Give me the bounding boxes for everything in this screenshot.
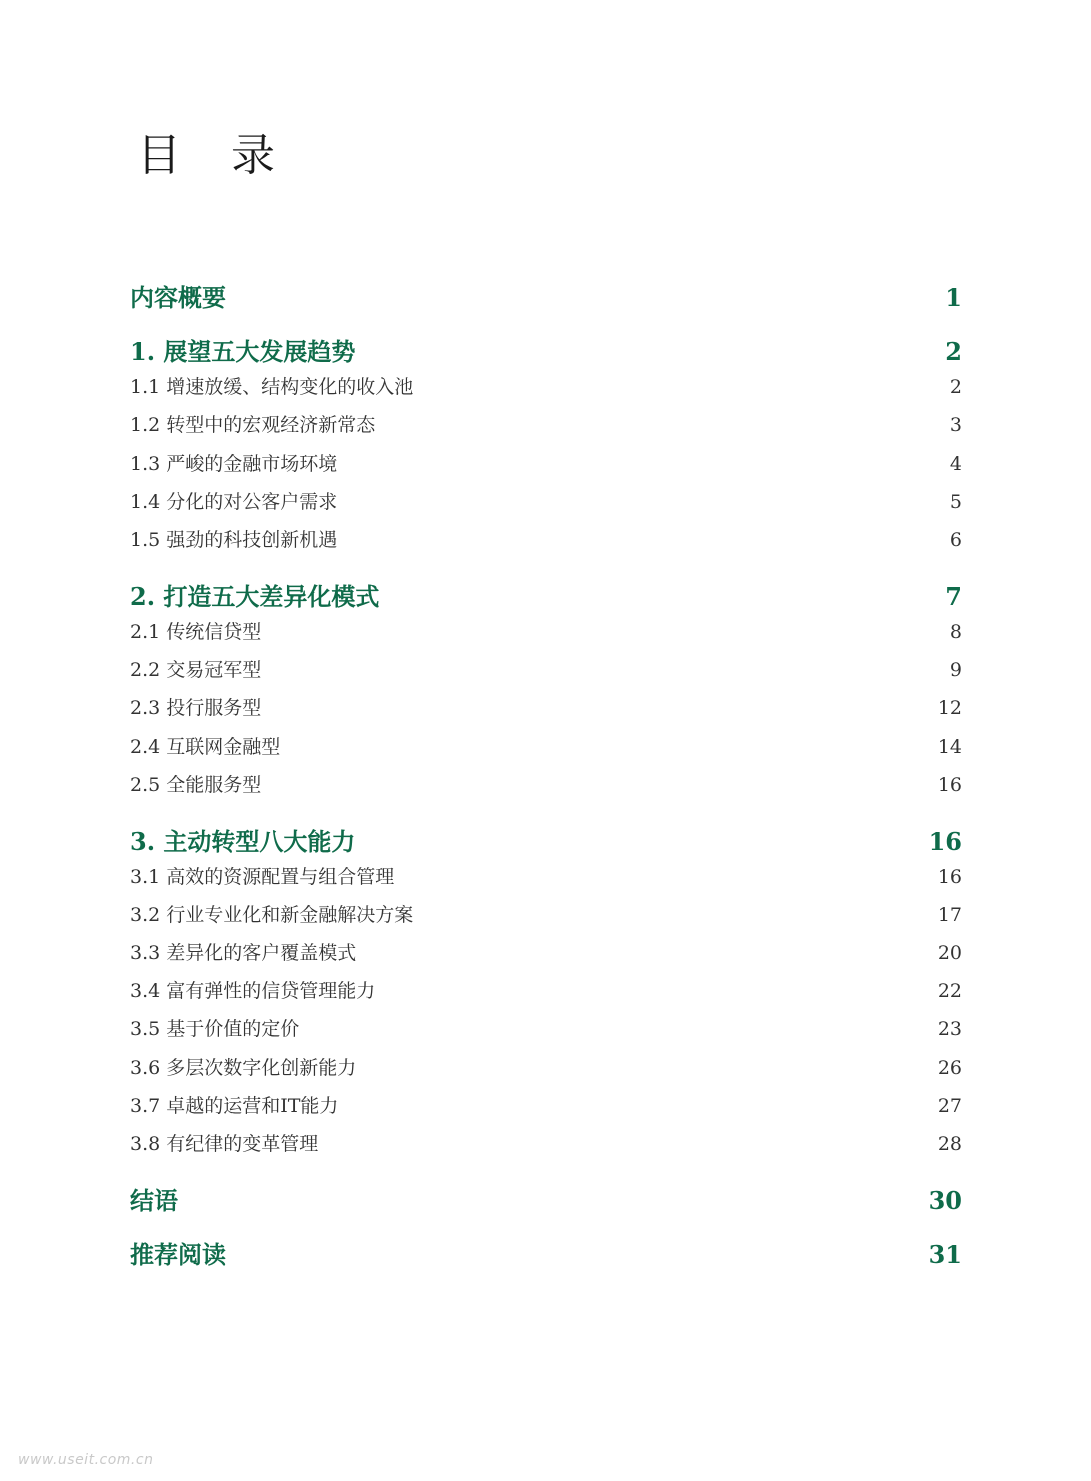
toc-entry-page: 28 (937, 1133, 962, 1155)
toc-entry[interactable] (130, 864, 962, 890)
toc-entry[interactable] (130, 657, 962, 683)
toc-entry-page: 27 (937, 1095, 962, 1117)
toc-entry-page: 8 (949, 621, 962, 643)
toc-entry-label: 2.4 互联网金融型 (130, 736, 281, 758)
toc-entry[interactable] (130, 695, 962, 721)
toc-entry-label: 2. 打造五大差异化模式 (130, 582, 380, 611)
toc-entry[interactable] (130, 337, 962, 367)
toc-entry-page: 30 (928, 1186, 962, 1215)
toc-entry[interactable] (130, 902, 962, 928)
toc-entry[interactable] (130, 1055, 962, 1081)
toc-entry-label: 3.5 基于价值的定价 (130, 1018, 300, 1040)
toc-entry-label: 推荐阅读 (130, 1240, 226, 1269)
toc-entry-label: 1.3 严峻的金融市场环境 (130, 453, 338, 475)
toc-entry[interactable] (130, 1186, 962, 1216)
toc-entry-page: 16 (928, 827, 962, 856)
toc-entry[interactable] (130, 734, 962, 760)
toc-entry-page: 12 (937, 697, 962, 719)
toc-entry[interactable] (130, 527, 962, 553)
toc-entry-label: 3.8 有纪律的变革管理 (130, 1133, 319, 1155)
toc-entry-label: 3.7 卓越的运营和IT能力 (130, 1095, 339, 1117)
toc-entry[interactable] (130, 1016, 962, 1042)
toc-entry-label: 1. 展望五大发展趋势 (130, 337, 356, 366)
toc-entry-page: 4 (949, 453, 962, 475)
toc-entry-label: 3.3 差异化的客户覆盖模式 (130, 942, 357, 964)
toc-entry-label: 2.3 投行服务型 (130, 697, 262, 719)
toc-entry-page: 2 (945, 337, 962, 366)
toc-entry-label: 2.1 传统信贷型 (130, 621, 262, 643)
toc-entry-page: 7 (945, 582, 962, 611)
toc-entry[interactable] (130, 772, 962, 798)
toc-entry-label: 3.1 高效的资源配置与组合管理 (130, 866, 395, 888)
toc-entry-label: 1.4 分化的对公客户需求 (130, 491, 338, 513)
toc-entry-page: 2 (949, 376, 962, 398)
toc-entry-page: 23 (937, 1018, 962, 1040)
toc-entry[interactable] (130, 412, 962, 438)
toc-entry[interactable] (130, 1093, 962, 1119)
toc-entry-label: 结语 (130, 1186, 178, 1215)
toc-entry[interactable] (130, 451, 962, 477)
toc-entry-page: 20 (937, 942, 962, 964)
toc-entry-page: 3 (949, 414, 962, 436)
toc-entry-page: 1 (945, 283, 962, 312)
toc-entry-label: 1.1 增速放缓、结构变化的收入池 (130, 376, 414, 398)
toc-entry[interactable] (130, 619, 962, 645)
toc-entry-page: 17 (937, 904, 962, 926)
toc-entry-label: 2.2 交易冠军型 (130, 659, 262, 681)
page-title: 目 录 (137, 130, 293, 181)
toc-entry[interactable] (130, 1131, 962, 1157)
toc-entry-page: 16 (937, 866, 962, 888)
toc-entry-page: 31 (928, 1240, 962, 1269)
toc-entry[interactable] (130, 827, 962, 857)
toc-entry-page: 5 (949, 491, 962, 513)
toc-entry-page: 16 (937, 774, 962, 796)
toc-entry[interactable] (130, 374, 962, 400)
toc-entry-label: 3.6 多层次数字化创新能力 (130, 1057, 357, 1079)
toc-entry[interactable] (130, 940, 962, 966)
toc-entry-label: 2.5 全能服务型 (130, 774, 262, 796)
toc-entry-page: 22 (937, 980, 962, 1002)
toc-entry-page: 6 (949, 529, 962, 551)
toc-entry[interactable] (130, 1240, 962, 1270)
toc-entry-label: 内容概要 (130, 283, 226, 312)
toc-entry-label: 3.4 富有弹性的信贷管理能力 (130, 980, 376, 1002)
toc-entry-label: 1.2 转型中的宏观经济新常态 (130, 414, 376, 436)
toc-entry[interactable] (130, 978, 962, 1004)
toc-entry-label: 3. 主动转型八大能力 (130, 827, 356, 856)
toc-entry[interactable] (130, 283, 962, 313)
toc-entry[interactable] (130, 582, 962, 612)
toc-entry-label: 1.5 强劲的科技创新机遇 (130, 529, 338, 551)
toc-entry-page: 26 (937, 1057, 962, 1079)
toc-entry[interactable] (130, 489, 962, 515)
toc-entry-label: 3.2 行业专业化和新金融解决方案 (130, 904, 414, 926)
toc-entry-page: 9 (949, 659, 962, 681)
toc-entry-page: 14 (937, 736, 962, 758)
watermark: www.useit.com.cn (18, 1452, 154, 1468)
